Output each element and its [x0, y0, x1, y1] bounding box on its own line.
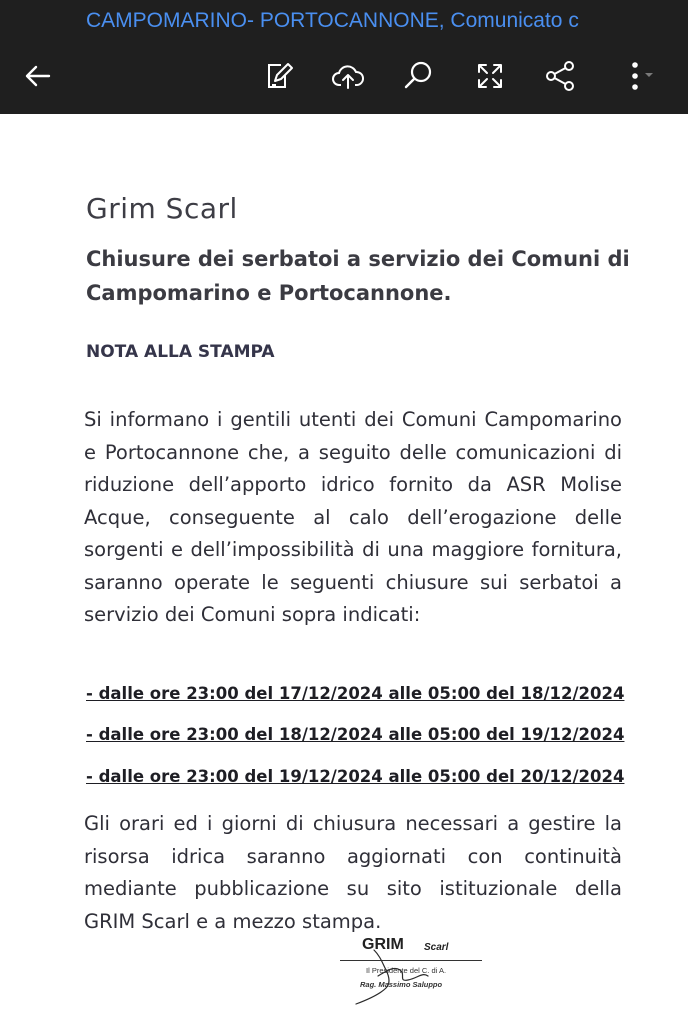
share-button[interactable] — [536, 52, 584, 100]
signature-org-suffix: Scarl — [424, 942, 449, 953]
document-page — [0, 114, 688, 1024]
back-button[interactable] — [14, 52, 62, 100]
signature-org: GRIM — [362, 936, 404, 953]
app-toolbar — [0, 0, 688, 114]
fullscreen-button[interactable] — [466, 52, 514, 100]
upload-button[interactable] — [324, 52, 372, 100]
document-subtitle: Chiusure dei serbatoi a servizio dei Comuni di Campomarino e Portocannone. — [86, 247, 630, 305]
handwritten-signature — [336, 936, 486, 1006]
cloud-upload-icon — [331, 59, 365, 93]
search-button[interactable] — [394, 52, 442, 100]
search-icon — [401, 59, 435, 93]
body-paragraph-2: Gli orari ed i giorni di chiusura necessari a gestire la risorsa idrica saranno aggiornati con continuità mediante pubblicazione su sito istituzionale della GRIM Scarl e a mezzo stampa. — [84, 812, 622, 933]
signature-name: Rag. Massimo Saluppo — [360, 980, 443, 989]
fullscreen-icon — [473, 59, 507, 93]
more-icon — [621, 59, 655, 93]
signature-role: Il Presidente del C. di A. — [366, 966, 447, 975]
document-title: CAMPOMARINO- PORTOCANNONE, Comunicato c — [86, 9, 579, 32]
back-arrow-icon — [21, 59, 55, 93]
edit-icon — [261, 59, 295, 93]
more-options-button[interactable] — [614, 52, 662, 100]
closure-date-line: - dalle ore 23:00 del 19/12/2024 alle 05:00 del 20/12/2024 — [86, 767, 625, 786]
closure-date-line: - dalle ore 23:00 del 17/12/2024 alle 05:00 del 18/12/2024 — [86, 684, 625, 703]
signature-stamp — [336, 936, 486, 1006]
closure-date-line: - dalle ore 23:00 del 18/12/2024 alle 05:00 del 19/12/2024 — [86, 725, 625, 744]
body-paragraph-1: Si informano i gentili utenti dei Comuni Campomarino e Portocannone che, a seguito delle comunicazioni di riduzione dell’apporto idrico fornito da ASR Molise Acque, conseguente al calo dell’erogazione delle sorgenti e dell’impossibilità di una maggiore fornitura, saranno operate le seguenti chiusure sui serbatoi a servizio dei Comuni sopra indicati: — [84, 408, 622, 626]
edit-button[interactable] — [254, 52, 302, 100]
share-icon — [543, 59, 577, 93]
document-heading: Grim Scarl — [86, 192, 238, 225]
press-note-label: NOTA ALLA STAMPA — [86, 342, 275, 362]
